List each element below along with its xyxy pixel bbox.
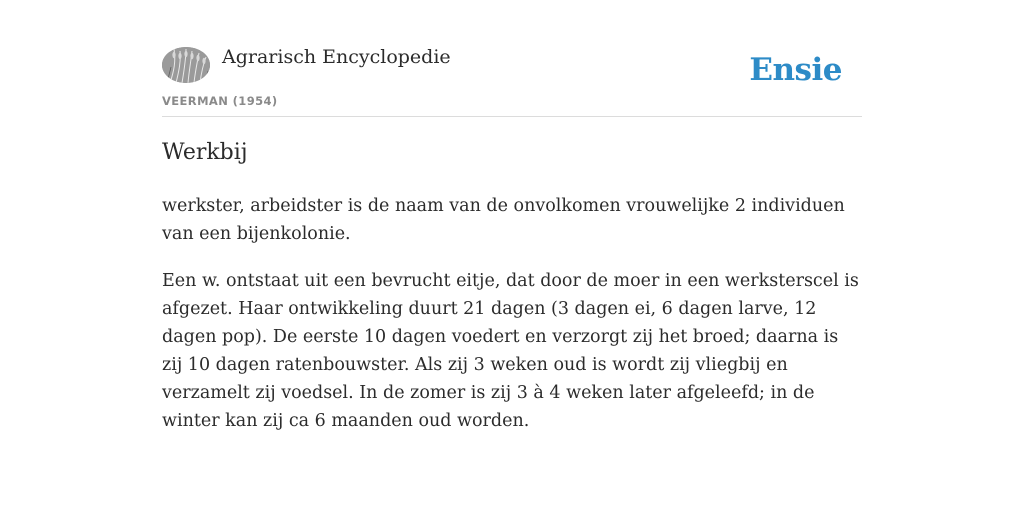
wheat-icon xyxy=(162,47,210,83)
entry-paragraph: Een w. ontstaat uit een bevrucht eitje, dat door de moer in een werksterscel is afgezet. Haar ontwikkeling duurt 21 dagen (3 dagen ei, 6 dagen larve, 12 dagen pop). De eerste 10 dagen voedert en verzorgt zij het broed; daarna is zij 10 dagen ratenbouwster. Als zij 3 weken oud is wordt zij vliegbij en verzamelt zij voedsel. In de zomer is zij 3 à 4 weken later afgeleefd; in de winter kan zij ca 6 maanden oud worden. xyxy=(162,271,859,431)
entry-title: Werkbij xyxy=(162,140,248,165)
book-title[interactable]: Agrarisch Encyclopedie xyxy=(222,46,451,68)
source-header xyxy=(162,44,862,117)
author-label: VEERMAN (1954) xyxy=(162,94,278,108)
entry-paragraph: werkster, arbeidster is de naam van de onvolkomen vrouwelijke 2 individuen van een bijenkolonie. xyxy=(162,196,845,244)
ensie-logo[interactable]: Ensie xyxy=(749,52,842,88)
book-cover-thumbnail[interactable] xyxy=(162,47,210,83)
entry-body xyxy=(162,192,862,454)
page xyxy=(162,0,862,512)
